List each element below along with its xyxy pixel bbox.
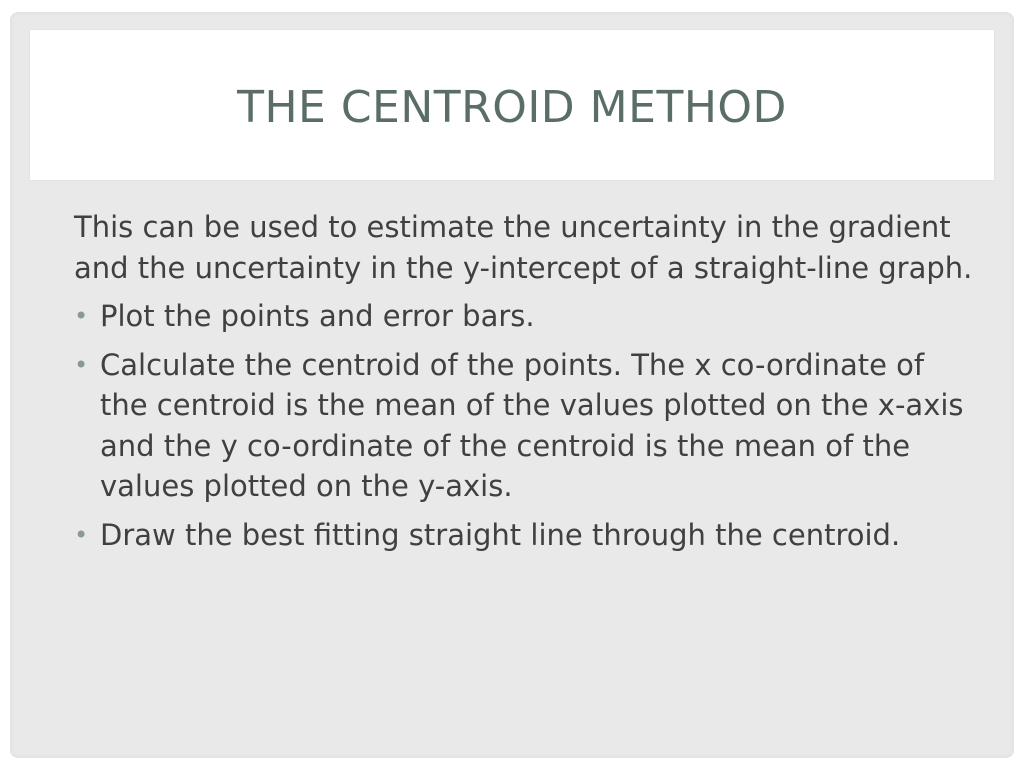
bullet-icon: • — [74, 302, 89, 330]
bullet-item — [74, 296, 974, 337]
bullet-text: Draw the best fitting straight line through the centroid. — [100, 517, 901, 552]
bullet-item — [74, 515, 974, 556]
bullet-text: Plot the points and error bars. — [100, 299, 535, 333]
slide — [10, 12, 1014, 758]
title-box — [30, 30, 994, 180]
intro-paragraph: This can be used to estimate the uncertainty in the gradient and the uncertainty in the y-intercept of a straight-line graph. — [74, 210, 973, 285]
slide-content — [74, 207, 974, 563]
bullet-list — [74, 296, 974, 555]
bullet-item — [74, 345, 974, 507]
bullet-text: Calculate the centroid of the points. The x co-ordinate of the centroid is the mean of the values plotted on the x-axis and the y co-ordinate of the centroid is the mean of the values plotted on the y-axis. — [100, 347, 964, 503]
bullet-icon: • — [74, 350, 89, 379]
slide-title: THE CENTROID METHOD — [237, 81, 787, 133]
bullet-icon: • — [74, 520, 89, 549]
